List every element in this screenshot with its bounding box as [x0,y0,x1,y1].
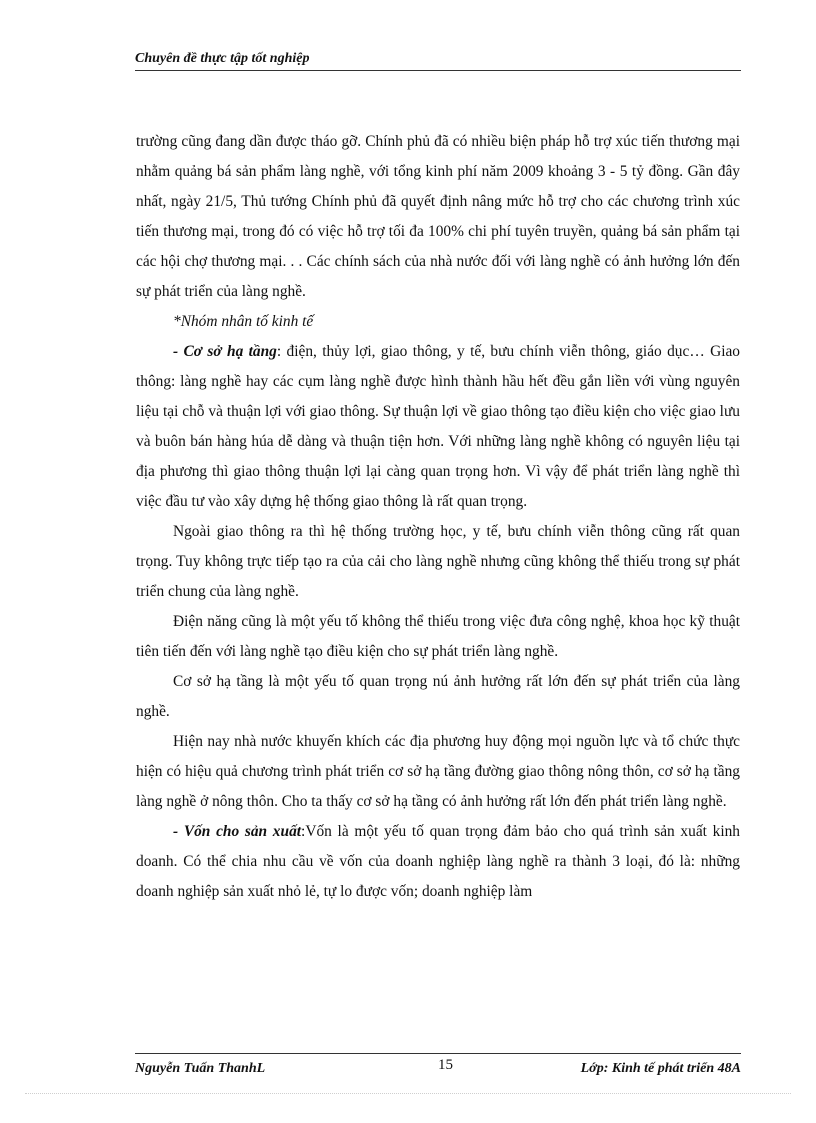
document-body [136,127,740,907]
capital-label: - Vốn cho sản xuất [173,823,302,840]
paragraph-infrastructure-importance: Cơ sở hạ tầng là một yếu tố quan trọng nú ảnh hưởng rất lớn đến sự phát triển của làng nghề. [136,673,740,720]
footer-class-info: Lớp: Kinh tế phát triển 48A [580,1061,741,1076]
page-footer [135,1053,741,1080]
page-header [135,50,741,71]
page-number: 15 [438,1057,453,1073]
page-edge-divider [25,1093,791,1094]
paragraph-state-policy: Hiện nay nhà nước khuyến khích các địa phương huy động mọi nguồn lực và tổ chức thực hiện có hiệu quả chương trình phát triển cơ sở hạ tầng đường giao thông nông thôn, cơ sở hạ tầng làng nghề ở nông thôn. Cho ta thấy cơ sở hạ tầng có ảnh hưởng rất lớn đến phát triển làng nghề. [136,733,740,810]
infrastructure-label: - Cơ sở hạ tầng [173,343,277,360]
paragraph-infrastructure [136,337,740,517]
header-title: Chuyên đề thực tập tốt nghiệp [135,51,310,66]
infrastructure-text: : điện, thủy lợi, giao thông, y tế, bưu chính viễn thông, giáo dục… Giao thông: làng nghề hay các cụm làng nghề được hình thành hầu hết đều gắn liền với vùng nguyên liệu tại chỗ và thuận lợi với giao thông. Sự thuận lợi về giao thông tạo điều kiện cho việc giao lưu và buôn bán hàng húa dễ dàng và thuận tiện hơn. Với những làng nghề không có nguyên liệu tại địa phương thì giao thông thuận lợi lại càng quan trọng hơn. Vì vậy để phát triển làng nghề thì việc đầu tư vào xây dựng hệ thống giao thông là rất quan trọng. [136,343,740,510]
paragraph-electricity: Điện năng cũng là một yếu tố không thể thiếu trong việc đưa công nghệ, khoa học kỹ thuật tiên tiến đến với làng nghề tạo điều kiện cho sự phát triển làng nghề. [136,613,740,660]
footer-author: Nguyễn Tuấn ThanhL [135,1061,266,1076]
paragraph-capital [136,817,740,907]
paragraph-policy: trường cũng đang dần được tháo gỡ. Chính phủ đã có nhiều biện pháp hỗ trợ xúc tiến thương mại nhằm quảng bá sản phẩm làng nghề, với tổng kinh phí năm 2009 khoảng 3 - 5 tỷ đồng. Gần đây nhất, ngày 21/5, Thủ tướng Chính phủ đã quyết định nâng mức hỗ trợ cho các chương trình xúc tiến thương mại, trong đó có việc hỗ trợ tối đa 100% chi phí tuyên truyền, quảng bá sản phẩm tại các hội chợ thương mại. . . Các chính sách của nhà nước đối với làng nghề có ảnh hưởng lớn đến sự phát triển của làng nghề. [136,133,740,300]
paragraph-services: Ngoài giao thông ra thì hệ thống trường học, y tế, bưu chính viễn thông cũng rất quan trọng. Tuy không trực tiếp tạo ra của cải cho làng nghề nhưng cũng không thể thiếu trong sự phát triển chung của làng nghề. [136,523,740,600]
section-subheading: *Nhóm nhân tố kinh tế [173,313,314,330]
capital-text: :Vốn là một yếu tố quan trọng đảm bảo cho quá trình sản xuất kinh doanh. Có thể chia nhu cầu về vốn của doanh nghiệp làng nghề ra thành 3 loại, đó là: những doanh nghiệp sản xuất nhỏ lẻ, tự lo được vốn; doanh nghiệp làm [136,823,741,900]
